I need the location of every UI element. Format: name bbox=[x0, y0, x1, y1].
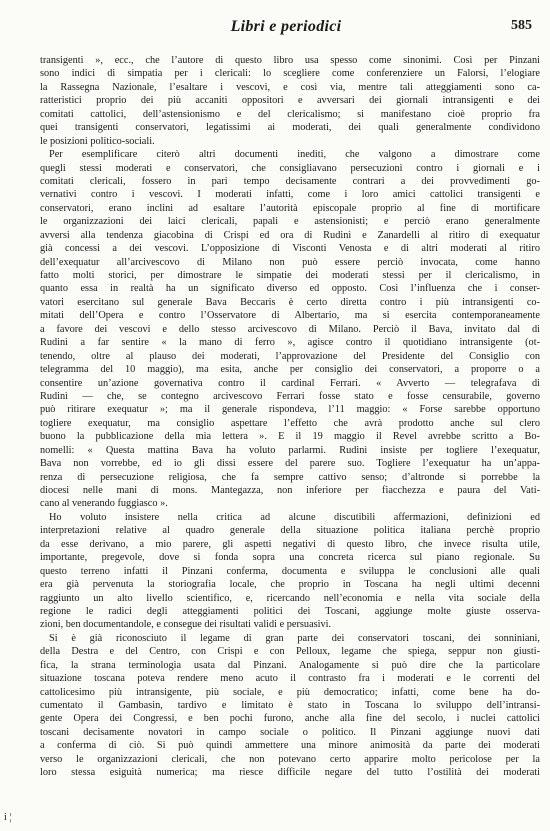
text-line: tenendo, oltre al plauso dei moderati, l’approvazione del Presidente del Consiglio con bbox=[40, 350, 540, 362]
text-line: della Destra e del Centro, con Crispi e con Pelloux, legame che spiega, seppur non giusti- bbox=[40, 646, 540, 658]
text-line: importante, pregevole, dove si fonda sopra una concreta ricerca sul piano regionale. Su bbox=[40, 552, 540, 564]
text-line: Ho voluto insistere nella critica ad alcune discutibili affermazioni, definizioni ed bbox=[49, 511, 540, 523]
text-line: Per esemplificare citerò altri documenti inediti, che valgono a dimostrare come bbox=[49, 149, 540, 161]
text-line: a conferma di ciò. Si può quindi ammettere una minore animosità da parte dei moderati bbox=[40, 740, 540, 752]
text-line: Si è già riconosciuto il legame di gran parte dei conservatori toscani, dei sonniniani, bbox=[49, 632, 540, 644]
text-line: Rudinì — che, se contegno arcivescovo Ferrari fosse stato e fosse censurabile, governo bbox=[40, 390, 540, 402]
page-header bbox=[40, 18, 532, 38]
text-line: conservatori, erano inclini ad esaltare l’autorità episcopale proprio al fine di mortificare bbox=[40, 202, 540, 214]
text-line: già concessi a dei vescovi. L’opposizione di Visconti Venosta e di altri moderati al ritiro bbox=[40, 243, 540, 255]
text-line: gente Opera dei Congressi, e ben pochi furono, anche alla fine del secolo, i nuclei cattolici bbox=[40, 713, 540, 725]
page-number: 585 bbox=[511, 18, 532, 33]
text-line: cattolicesimo più intransigente, più sociale, e più democratico; infatti, come bene ha do- bbox=[40, 686, 540, 698]
text-line: fatto molti storici, per dimostrare le simpatie dei moderati stessi per il clericalismo, in bbox=[40, 270, 540, 281]
text-line: situazione toscana poteva rendere meno acuto il contrasto fra i moderati e le correnti del bbox=[40, 673, 540, 685]
text-line: Rudinì a far sentire « la mano di ferro », agisce contro il quotidiano intransigente (ot- bbox=[40, 337, 540, 349]
running-title: Libri e periodici bbox=[230, 18, 342, 35]
text-line: transigenti », ecc., che l’autore di questo libro usa spesso come sinonimi. Così per Pinzani bbox=[40, 55, 540, 66]
text-line: sono indici di simpatia per i clericali: lo scegliere come conferenziere un Falorsi, l’elogiare bbox=[40, 68, 540, 80]
text-line: questo terreno infatti il Pinzani conferma, documenta e sviluppa le conclusioni alle quali bbox=[40, 565, 540, 577]
text-line: quei transigenti conservatori, legatissimi ai moderati, dei quali generalmente condividono bbox=[40, 122, 540, 134]
text-line: cumentato il Gambasin, tardivo e limitato è stato in Toscana lo sviluppo dell’intransi- bbox=[40, 700, 540, 711]
text-line: nomelli: « Questa mattina Bava ha voluto parlarmi. Rudinì insiste per togliere l’exequatur, bbox=[40, 444, 540, 456]
text-line: vatori esercitano sul generale Bava Beccaris è certo diretta contro i più intransigenti co- bbox=[40, 296, 540, 308]
text-line: comitati clericali, fossero in pari tempo decisamente contrari a dei provvedimenti go- bbox=[40, 175, 540, 187]
text-line: dell’exequatur all’arcivescovo di Milano non può essere perciò invocata, come hanno bbox=[40, 256, 540, 268]
text-line: buono la pubblicazione della mia lettera ». E il 19 maggio il Revel avrebbe scritto a Bo- bbox=[40, 431, 540, 443]
text-line: avversi alla tendenza giacobina di Crispi ed ora di Rudinì e Zanardelli al ritiro di exequatur bbox=[40, 229, 540, 241]
text-line: quanto essa in realtà ha un significato diverso ed opposto. Così l’influenza che i conser- bbox=[40, 283, 540, 295]
text-line: Bava non vorrebbe, ed io gli dissi essere del parere suo. Togliere l’exequatur ha un’appa- bbox=[40, 458, 540, 470]
text-line: da esse derivano, a mio parere, gli aspetti negativi di questo libro, che invece risulta utile, bbox=[40, 538, 540, 550]
text-line: regione le radici degli atteggiamenti politici dei Toscani, aggiunge molte giuste osserva- bbox=[40, 605, 540, 617]
text-line: raggiunto un alto livello scientifico, e, ricercando nell’economia e nella vita sociale della bbox=[40, 592, 540, 604]
text-line: diocesi nelle mani di mons. Mantegazza, non inferiore per fiacchezza e paura del Vati- bbox=[40, 485, 540, 496]
text-line: loro stessa esiguità numerica; ma riesce difficile negare del tutto l’ostilità dei moderati bbox=[40, 767, 540, 779]
text-line: verso le organizzazioni clericali, che non potevano certo apparire molto pericolose per la bbox=[40, 753, 540, 765]
text-line: la Rassegna Nazionale, l’esaltare i vescovi, e così via, mentre tali atteggiamenti sono ca- bbox=[40, 81, 540, 93]
text-line: ratteristici proprio dei più accaniti oppositori e avversari dei giornali intransigenti e dei bbox=[40, 95, 540, 107]
text-line: telegramma del 10 maggio), ma esita, anche per consiglio dei conservatori, a proporre o a bbox=[40, 364, 540, 376]
margin-mark: i ¦ bbox=[4, 812, 12, 823]
text-line: era già pervenuta la storiografia locale, che proprio in Toscana ha negli ultimi decenni bbox=[40, 579, 540, 591]
text-line: le organizzazioni dei laici clericali, papali e astensionisti; e perciò erano generalmente bbox=[40, 216, 540, 228]
text-line: può ritirare exequatur »; ma il generale rispondeva, l’11 maggio: « Forse sarebbe opportuno bbox=[40, 404, 540, 416]
body-text bbox=[40, 54, 540, 780]
text-line: toscani decisamente novatori in campo sociale o politico. Il Pinzani aggiunge nuovi dati bbox=[40, 726, 540, 738]
text-line: a favore dei vescovi e dello stesso arcivescovo di Milano. Perciò il Bava, invitato dal di bbox=[40, 323, 540, 335]
text-line: cano al venerando fuggiasco ». bbox=[40, 498, 168, 510]
text-line: togliere exequatur, ma consiglio aspettare l’effetto che avrà prodotto anche sul clero bbox=[40, 417, 540, 429]
text-line: mitati dell’Opera e contro l’Osservatore di Albertario, ma si esercita contemporaneamente bbox=[40, 310, 540, 322]
text-line: comitati cattolici, dell’astensionismo e del clericalismo; si manifestano cioè proprio fra bbox=[40, 108, 540, 120]
text-line: renza di persecuzione religiosa, che fa sempre cattivo senso; d’altronde si porrebbe la bbox=[40, 471, 540, 483]
text-line: vernativi contro i vescovi. I moderati infatti, come i loro amici cattolici transigenti e bbox=[40, 189, 540, 201]
text-line: consentire un’azione governativa contro il cardinal Ferrari. « Avverto — telegrafava di bbox=[40, 377, 540, 389]
text-line: interpretazioni relative al quadro generale della situazione politica italiana perchè proprio bbox=[40, 525, 540, 537]
text-line: quegli stessi moderati e conservatori, che consigliavano persecuzioni contro i giornali e i bbox=[40, 162, 540, 174]
text-line: fica, la strana terminologia usata dal Pinzani. Analogamente si può dire che la particolare bbox=[40, 659, 540, 671]
text-line: le posizioni politico-sociali. bbox=[40, 135, 155, 147]
text-line: zioni, ben documentandole, e consegue dei risultati validi e persuasivi. bbox=[40, 619, 332, 631]
